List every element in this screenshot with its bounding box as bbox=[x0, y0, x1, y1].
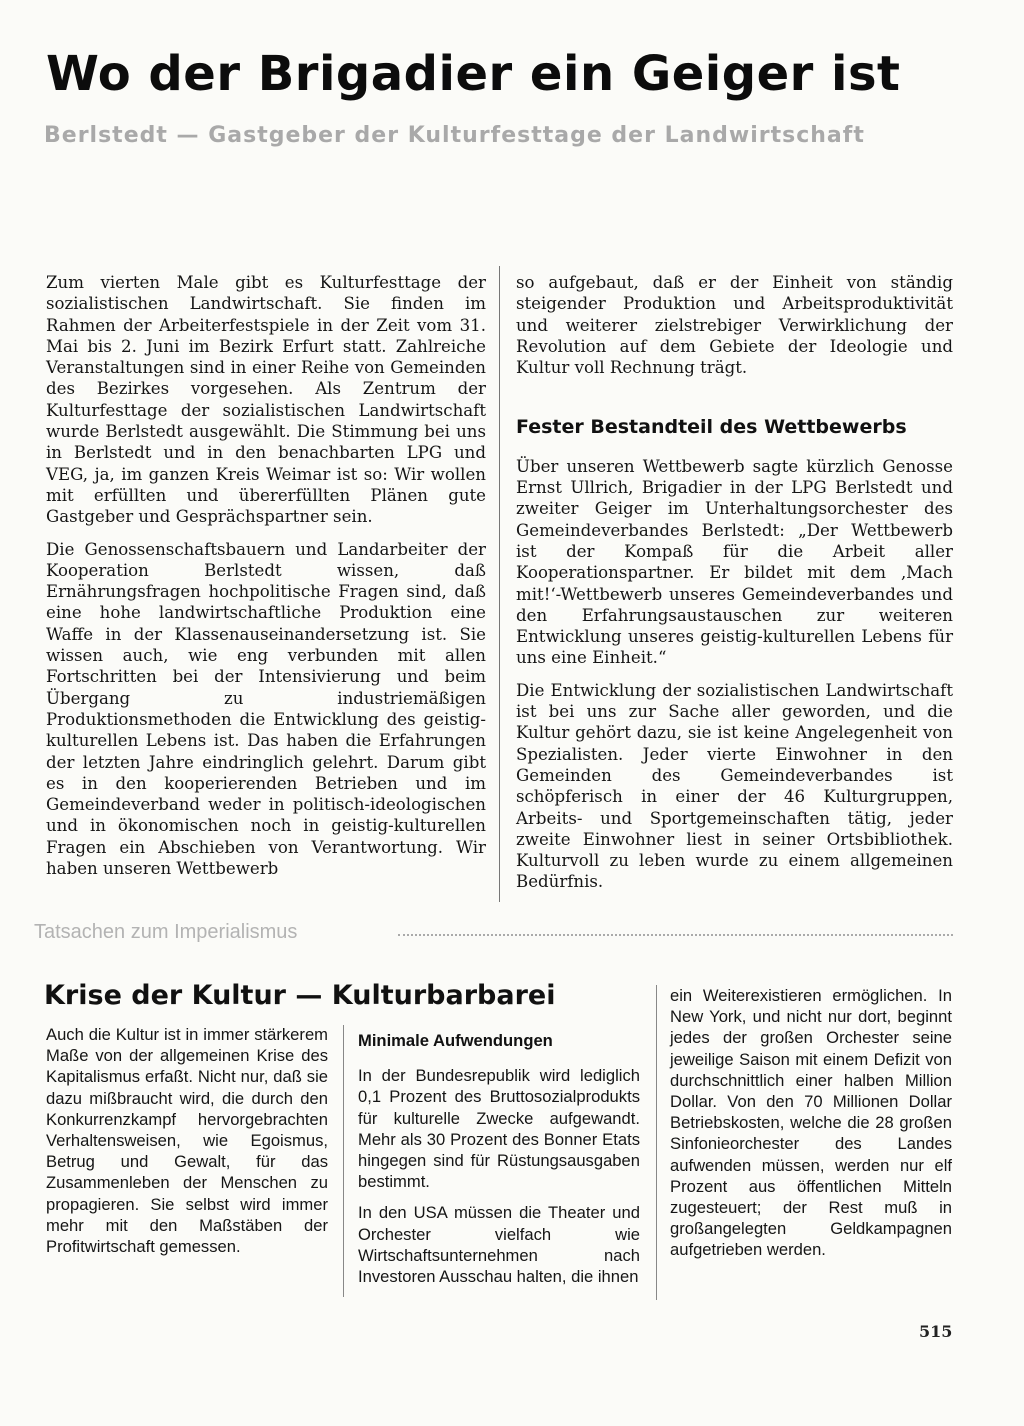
article2-column-3 bbox=[670, 985, 952, 1261]
article2-column-2 bbox=[358, 1030, 640, 1287]
article1-column-1 bbox=[46, 272, 486, 879]
page-number: 515 bbox=[919, 1322, 953, 1341]
article1-col2-paragraph-3: Die Entwicklung der sozialistischen Landwirtschaft ist bei uns zur Sache aller geworden, und die Kultur gehört dazu, sie ist keine Angelegenheit von Spezialisten. Jeder vierte Einwohner in den Gemeinden des Gemeindeverbandes ist schöpferisch in einer der 46 Kulturgruppen, Arbeits- und Sportgemeinschaften tätig, jeder zweite Einwohner liest in seiner Ortsbibliothek. Kulturvoll zu leben wurde zu einem allgemeinen Bedürfnis. bbox=[516, 680, 953, 892]
section-dotted-rule bbox=[398, 934, 953, 936]
article1-col1-paragraph-1: Zum vierten Male gibt es Kulturfesttage der sozialistischen Landwirtschaft. Sie finden im Rahmen der Arbeiterfestspiele in der Zeit vom 31. Mai bis 2. Juni im Bezirk Erfurt statt. Zahlreiche Veranstaltungen sind in einer Reihe von Gemeinden des Bezirkes vorgesehen. Als Zentrum der Kulturfesttage der sozialistischen Landwirtschaft wurde Berlstedt ausgewählt. Die Stimmung bei uns in Berlstedt und in den benachbarten LPG und VEG, ja, im ganzen Kreis Weimar ist so: Wir wollen mit erfüllten und übererfüllten Plänen gute Gastgeber und Gesprächspartner sein. bbox=[46, 273, 486, 527]
article1-column-2 bbox=[516, 272, 953, 893]
section-label: Tatsachen zum Imperialismus bbox=[34, 921, 298, 943]
article1-col2-paragraph-1: so aufgebaut, daß er der Einheit von ständig steigender Produktion und Arbeitsproduktivität und weiterer zielstrebiger Verwirklichung der Revolution auf dem Gebiete der Ideologie und Kultur voll Rechnung trägt. bbox=[516, 273, 953, 378]
article2-col2-paragraph-1: In der Bundesrepublik wird lediglich 0,1 Prozent des Bruttosozialprodukts für kulturelle Zwecke aufgewandt. Mehr als 30 Prozent des Bonner Etats hingegen sind für Rüstungsausgaben bestimmt. bbox=[358, 1066, 640, 1192]
article2-col1-paragraph-1: Auch die Kultur ist in immer stärkerem Maße von der allgemeinen Krise des Kapitalismus erfaßt. Nicht nur, daß sie dazu mißbraucht wird, die durch den Konkurrenzkampf hervorgebrachten Verhaltensweisen, wie Egoismus, Betrug und Gewalt, für das Zusammenleben der Menschen zu propagieren. Sie selbst wird immer mehr mit den Maßstäben der Profitwirtschaft gemessen. bbox=[46, 1025, 328, 1257]
column-divider bbox=[499, 266, 500, 902]
article1-col1-paragraph-2: Die Genossenschaftsbauern und Landarbeiter der Kooperation Berlstedt wissen, daß Ernährungsfragen hochpolitische Fragen sind, daß eine hohe landwirtschaftliche Produktion eine Waffe in der Klassenauseinandersetzung ist. Sie wissen auch, wie eng verbunden mit allen Fortschritten bei der Intensivierung und beim Übergang zu industriemäßigen Produktionsmethoden die Entwicklung des geistig-kulturellen Lebens ist. Das haben die Erfahrungen der letzten Jahre eindringlich gelehrt. Darum gibt es in den kooperierenden Betrieben und im Gemeindeverband weder in politisch-ideologischen und in ökonomischen noch in geistig-kulturellen Fragen ein Abschieben von Verantwortung. Wir haben unseren Wettbewerb bbox=[46, 539, 486, 879]
article2-headline: Krise der Kultur — Kulturbarbarei bbox=[44, 980, 556, 1011]
article-headline: Wo der Brigadier ein Geiger ist bbox=[46, 46, 901, 102]
article2-col3-paragraph-1: ein Weiterexistieren ermöglichen. In New York, und nicht nur dort, beginnt jedes der großen Orchester seine jeweilige Saison mit einem Defizit von durchschnittlich einer halben Million Dollar. Von den 70 Millionen Dollar Betriebskosten, welche die 28 großen Sinfonieorchester des Landes aufwenden müssen, werden nur elf Prozent aus öffentlichen Mitteln zugesteuert; der Rest muß in großangelegten Geldkampagnen aufgetrieben werden. bbox=[670, 986, 952, 1260]
article1-subheading: Fester Bestandteil des Wettbewerbs bbox=[516, 416, 907, 439]
article2-column-1 bbox=[46, 1024, 328, 1257]
article1-col2-paragraph-2: Über unseren Wettbewerb sagte kürzlich Genosse Ernst Ullrich, Brigadier in der LPG Berlstedt und zweiter Geiger im Unterhaltungsorchester des Gemeindeverbandes Berlstedt: „Der Wettbewerb ist der Kompaß für die Arbeit aller Kooperationspartner. Er bildet mit dem ‚Mach mit!‘-Wettbewerb unseres Gemeindeverbandes und den Erfahrungsaustauschen zur weiteren Entwicklung unseres geistig-kulturellen Lebens für uns eine Einheit.“ bbox=[516, 456, 953, 668]
article2-col2-paragraph-2: In den USA müssen die Theater und Orchester vielfach wie Wirtschaftsunternehmen nach Investoren Ausschau halten, die ihnen bbox=[358, 1203, 640, 1287]
article2-subheading: Minimale Aufwendungen bbox=[358, 1031, 553, 1050]
column-divider bbox=[656, 985, 657, 1300]
column-divider bbox=[343, 1025, 344, 1297]
article-subheadline: Berlstedt — Gastgeber der Kulturfesttage der Landwirtschaft bbox=[44, 123, 865, 148]
